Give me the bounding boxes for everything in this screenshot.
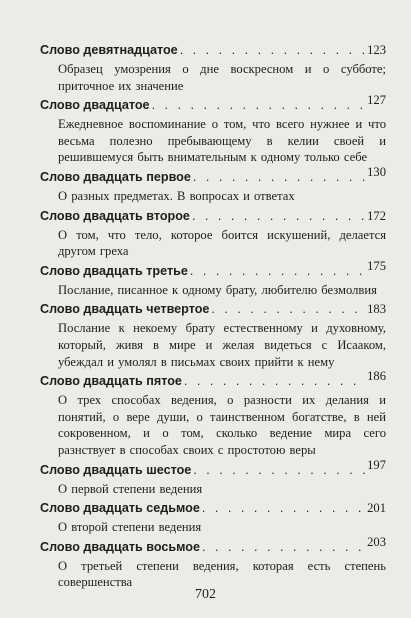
toc-entry-description: О третьей степени ведения, которая есть степень совершенства [58, 558, 386, 590]
toc-entry-title: Слово двадцать седьмое [40, 501, 200, 516]
toc-entry-heading [40, 258, 386, 279]
toc-entry-page: 175 [367, 258, 386, 273]
toc-entry-heading [40, 93, 386, 113]
toc-entry-description: О трех способах ведения, о разности их делания и понятий, о вере души, о таинственном богатстве, в ней сокровенном, и о том, сколько ведение мира сего разнствует в способах своих с простотою веры [58, 393, 386, 457]
dot-leader [152, 97, 366, 113]
toc-entry-page: 201 [367, 501, 386, 516]
toc-entry-title: Слово двадцать четвертое [40, 302, 210, 317]
dot-leader [192, 208, 365, 224]
toc-entry-heading [40, 457, 386, 478]
toc-entry-page: 186 [367, 369, 386, 384]
toc-entry-description: Ежедневное воспоминание о том, что всего нужнее и что весьма полезно пребывающему в келии своей и решившемуся быть внимательным к одному только себе [58, 117, 386, 165]
toc-entry-page: 172 [367, 208, 386, 223]
toc-entry-title: Слово девятнадцатое [40, 43, 178, 57]
page-number: 702 [195, 587, 216, 602]
toc-entry-page: 183 [367, 302, 386, 317]
toc-entry [40, 164, 386, 205]
toc-entry-title: Слово двадцатое [40, 98, 150, 113]
dot-leader [202, 500, 365, 516]
toc-entry-description: О первой степени ведения [58, 481, 203, 496]
toc-entry-title: Слово двадцать первое [40, 169, 191, 184]
toc-entry-page: 123 [367, 43, 386, 57]
toc-entry-title: Слово двадцать второе [40, 208, 190, 223]
toc-entry-heading [40, 534, 386, 555]
dot-leader [193, 462, 365, 478]
toc-entry [40, 258, 386, 299]
toc-entry [40, 93, 386, 166]
dot-leader [193, 169, 365, 185]
toc-entry-description: О разных предметах. В вопросах и ответах [58, 188, 295, 203]
toc-entry-page: 130 [367, 164, 386, 179]
toc-entry [40, 500, 386, 536]
toc-entry [40, 42, 386, 94]
dot-leader [211, 301, 365, 317]
toc-entry-heading [40, 369, 386, 389]
toc-entry [40, 369, 386, 458]
toc-entry-heading [40, 164, 386, 185]
dot-leader [190, 263, 365, 279]
table-of-contents [40, 42, 386, 594]
toc-entry-heading [40, 301, 386, 317]
toc-entry-title: Слово двадцать пятое [40, 374, 182, 389]
toc-entry-description: О том, что тело, которое боится искушений, делается другом греха [58, 227, 386, 259]
toc-entry-heading [40, 42, 386, 58]
toc-entry-title: Слово двадцать третье [40, 263, 188, 278]
toc-entry [40, 534, 386, 591]
toc-entry-heading [40, 500, 386, 516]
toc-entry-page: 127 [367, 93, 386, 108]
toc-entry [40, 457, 386, 498]
dot-leader [202, 539, 365, 555]
toc-entry-title: Слово двадцать восьмое [40, 539, 200, 554]
toc-entry-description: Послание, писанное к одному брату, любителю безмолвия [58, 282, 377, 297]
dot-leader [184, 373, 365, 389]
toc-entry-title: Слово двадцать шестое [40, 462, 192, 477]
toc-entry-description: Послание к некоему брату естественному и духовному, который, живя в мире и желая видеться с Исааком, убеждал и умолял в письмах своих прийти к нему [58, 321, 386, 369]
toc-entry-heading [40, 208, 386, 224]
toc-entry-page: 203 [367, 534, 386, 549]
dot-leader [180, 42, 365, 58]
toc-entry [40, 301, 386, 370]
toc-entry [40, 208, 386, 260]
toc-entry-description: О второй степени ведения [58, 520, 202, 535]
toc-entry-description: Образец умозрения о дне воскресном и о субботе; приточное их значение [58, 62, 386, 93]
toc-entry-page: 197 [367, 457, 386, 472]
